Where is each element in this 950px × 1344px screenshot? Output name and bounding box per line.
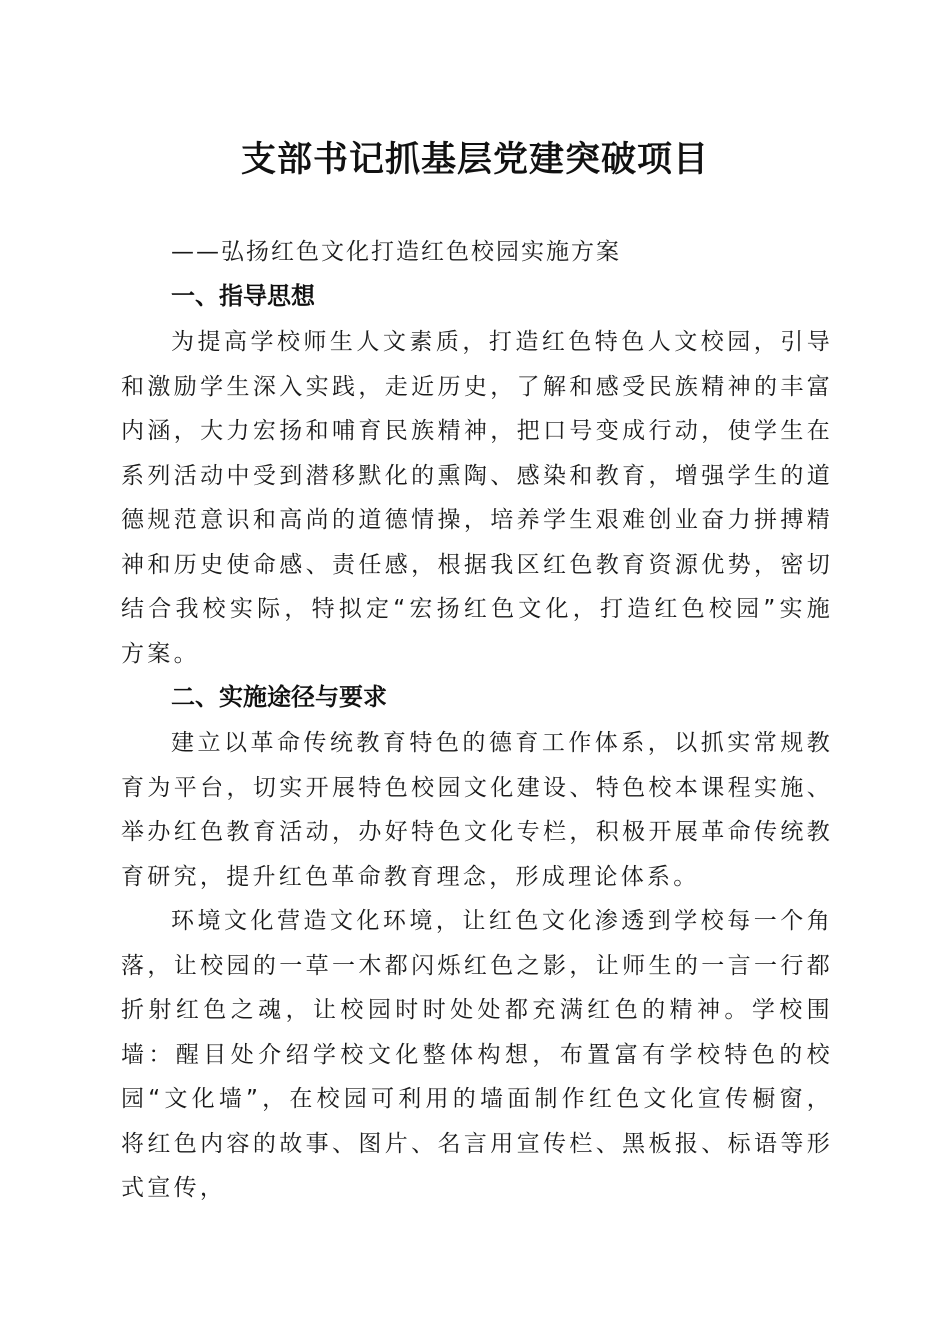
document-subtitle: ——弘扬红色文化打造红色校园实施方案 [171, 239, 621, 265]
section-paragraph-implementation-2: 环境文化营造文化环境，让红色文化渗透到学校每一个角落，让校园的一草一木都闪烁红色之影，让师生的一言一行都折射红色之魂，让校园时时处处都充满红色的精神。学校围墙：醒目处介绍学校文化整体构想，布置富有学校特色的校园“文化墙”，在校园可利用的墙面制作红色文化宣传橱窗，将红色内容的故事、图片、名言用宣传栏、黑板报、标语等形式宣传， [121, 908, 833, 1201]
section-heading-guiding-ideology: 一、指导思想 [171, 282, 315, 310]
section-heading-implementation: 二、实施途径与要求 [171, 683, 387, 711]
section-paragraph-guiding-ideology: 为提高学校师生人文素质，打造红色特色人文校园，引导和激励学生深入实践，走近历史，了解和感受民族精神的丰富内涵，大力宏扬和哺育民族精神，把口号变成行动，使学生在系列活动中受到潜移默化的熏陶、感染和教育，增强学生的道德规范意识和高尚的道德情操，培养学生艰难创业奋力拼搏精神和历史使命感、责任感，根据我区红色教育资源优势，密切结合我校实际，特拟定“宏扬红色文化，打造红色校园”实施方案。 [121, 329, 833, 667]
section-paragraph-implementation-1: 建立以革命传统教育特色的德育工作体系，以抓实常规教育为平台，切实开展特色校园文化建设、特色校本课程实施、举办红色教育活动，办好特色文化专栏，积极开展革命传统教育研究，提升红色革命教育理念，形成理论体系。 [121, 730, 833, 890]
document-title: 支部书记抓基层党建突破项目 [240, 139, 709, 180]
